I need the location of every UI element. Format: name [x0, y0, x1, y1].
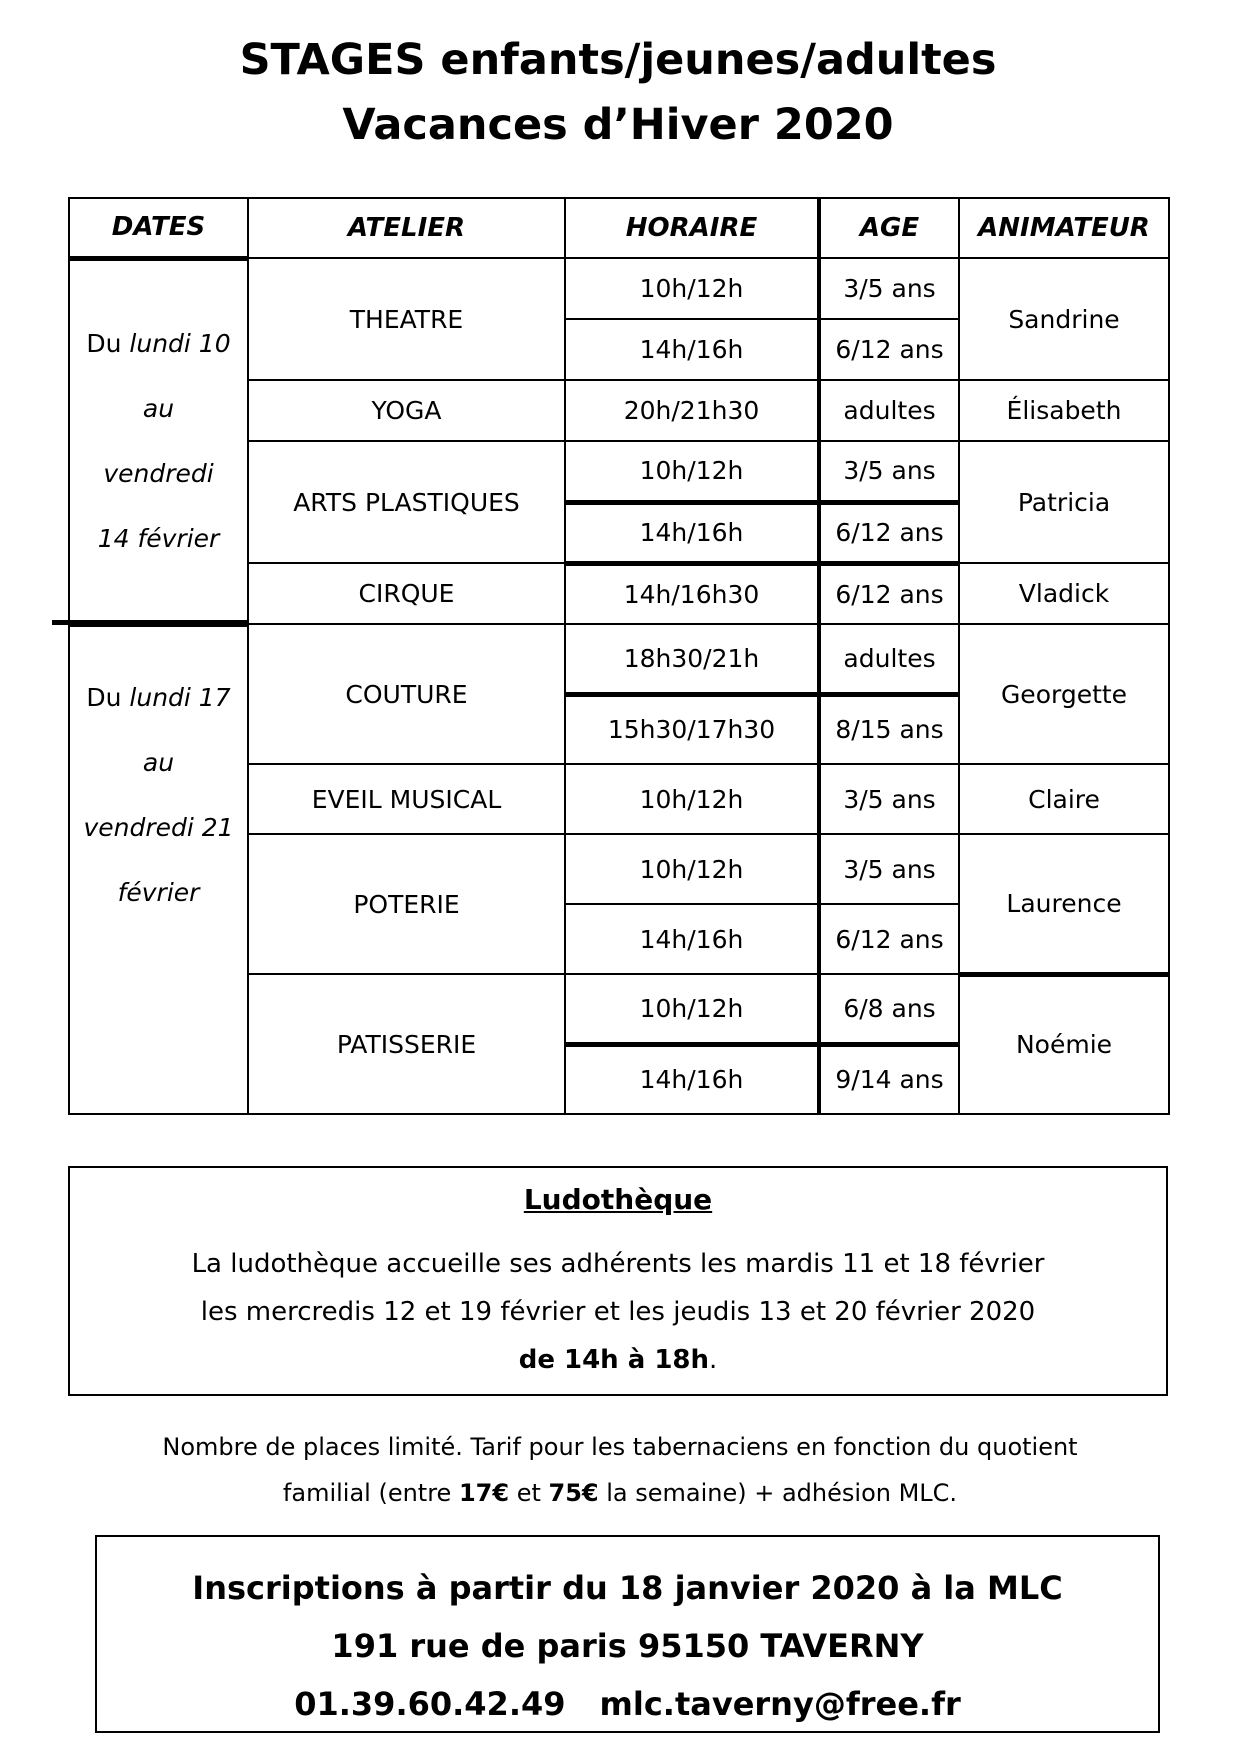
- text-segment: de 14h à 18h: [518, 1345, 710, 1375]
- dates-block-separator-line: [52, 620, 248, 625]
- text-segment: 14 février: [97, 524, 220, 553]
- cell-age: 3/5 ans: [819, 834, 959, 904]
- text-segment: 17€: [458, 1479, 510, 1507]
- cell-age: 3/5 ans: [819, 258, 959, 319]
- cell-age: 6/12 ans: [819, 319, 959, 380]
- cell-horaire: 14h/16h: [565, 1044, 819, 1114]
- text-segment: 75€: [548, 1479, 599, 1507]
- cell-animateur: Claire: [959, 764, 1169, 834]
- page-title-line2: Vacances d’Hiver 2020: [342, 100, 894, 150]
- text-segment: au: [142, 747, 175, 777]
- ludotheque-text: [70, 1240, 1166, 1384]
- dates-line: [70, 665, 247, 730]
- text-segment: vendredi 21: [83, 812, 234, 842]
- cell-animateur: Noémie: [959, 974, 1169, 1114]
- cell-horaire: 10h/12h: [565, 764, 819, 834]
- text-segment: .: [709, 1345, 718, 1375]
- phone-number: 01.39.60.42.49: [294, 1685, 566, 1723]
- text-segment: vendredi: [103, 459, 214, 488]
- cell-atelier: COUTURE: [248, 624, 565, 764]
- column-header-atelier: ATELIER: [248, 198, 565, 258]
- cell-horaire: 14h/16h: [565, 904, 819, 974]
- cell-horaire: 14h/16h: [565, 319, 819, 380]
- table-row: [69, 258, 1169, 319]
- cell-age: 3/5 ans: [819, 441, 959, 502]
- dates-line: [70, 860, 247, 925]
- text-segment: au: [142, 394, 175, 423]
- cell-animateur: Laurence: [959, 834, 1169, 974]
- cell-horaire: 20h/21h30: [565, 380, 819, 441]
- cell-horaire: 15h30/17h30: [565, 694, 819, 764]
- cell-horaire: 14h/16h: [565, 502, 819, 563]
- text-segment: lundi 10: [129, 329, 231, 358]
- cell-horaire: 18h30/21h: [565, 624, 819, 694]
- page-title-line1: STAGES enfants/jeunes/adultes: [239, 35, 997, 85]
- cell-animateur: Élisabeth: [959, 380, 1169, 441]
- stages-table: [68, 197, 1170, 1115]
- cell-atelier: THEATRE: [248, 258, 565, 380]
- ludotheque-line: [70, 1336, 1166, 1384]
- ludotheque-line: [70, 1288, 1166, 1336]
- cell-animateur: Sandrine: [959, 258, 1169, 380]
- cell-age: 6/12 ans: [819, 502, 959, 563]
- cell-atelier: YOGA: [248, 380, 565, 441]
- cell-atelier: POTERIE: [248, 834, 565, 974]
- cell-animateur: Patricia: [959, 441, 1169, 563]
- ludotheque-box: [68, 1166, 1168, 1396]
- cell-atelier: CIRQUE: [248, 563, 565, 624]
- text-segment: la semaine) + adhésion MLC.: [598, 1479, 958, 1507]
- cell-animateur: Vladick: [959, 563, 1169, 624]
- inscriptions-box: [95, 1535, 1160, 1733]
- cell-age: 8/15 ans: [819, 694, 959, 764]
- dates-text: [70, 627, 247, 925]
- dates-line: [70, 441, 247, 506]
- table-row: [69, 624, 1169, 694]
- cell-atelier: EVEIL MUSICAL: [248, 764, 565, 834]
- cell-age: 6/12 ans: [819, 904, 959, 974]
- cell-age: 3/5 ans: [819, 764, 959, 834]
- cell-age: 9/14 ans: [819, 1044, 959, 1114]
- dates-line: [70, 795, 247, 860]
- cell-dates: [69, 624, 248, 1114]
- page-title: [0, 28, 1236, 158]
- cell-atelier: PATISSERIE: [248, 974, 565, 1114]
- pricing-note: [70, 1424, 1170, 1516]
- inscriptions-line2: 191 rue de paris 95150 TAVERNY: [331, 1627, 924, 1665]
- column-header-dates: DATES: [69, 198, 248, 258]
- cell-horaire: 10h/12h: [565, 441, 819, 502]
- column-header-animateur: ANIMATEUR: [959, 198, 1169, 258]
- dates-text: [70, 311, 247, 571]
- cell-atelier: ARTS PLASTIQUES: [248, 441, 565, 563]
- cell-horaire: 14h/16h30: [565, 563, 819, 624]
- cell-horaire: 10h/12h: [565, 834, 819, 904]
- text-segment: La ludothèque accueille ses adhérents les mardis 11 et 18 février: [191, 1249, 1045, 1279]
- cell-animateur: Georgette: [959, 624, 1169, 764]
- ludotheque-title: Ludothèque: [523, 1183, 713, 1216]
- column-header-horaire: HORAIRE: [565, 198, 819, 258]
- text-segment: et: [509, 1479, 549, 1507]
- text-segment: familial (entre: [282, 1479, 459, 1507]
- column-header-age: AGE: [819, 198, 959, 258]
- note-line: [70, 1470, 1170, 1516]
- text-segment: Du: [86, 682, 130, 712]
- cell-dates: [69, 258, 248, 624]
- note-line: [70, 1424, 1170, 1470]
- dates-line: [70, 730, 247, 795]
- text-segment: février: [117, 877, 200, 907]
- table-header-row: [69, 198, 1169, 258]
- text-segment: lundi 17: [129, 682, 231, 712]
- text-segment: les mercredis 12 et 19 février et les jeudis 13 et 20 février 2020: [200, 1297, 1036, 1327]
- text-segment: Du: [86, 329, 130, 358]
- ludotheque-line: [70, 1240, 1166, 1288]
- dates-line: [70, 376, 247, 441]
- cell-age: adultes: [819, 380, 959, 441]
- dates-line: [70, 311, 247, 376]
- cell-horaire: 10h/12h: [565, 258, 819, 319]
- text-segment: Nombre de places limité. Tarif pour les tabernaciens en fonction du quotient: [162, 1433, 1078, 1461]
- inscriptions-contact: [97, 1675, 1158, 1733]
- cell-age: 6/12 ans: [819, 563, 959, 624]
- cell-age: 6/8 ans: [819, 974, 959, 1044]
- email-address: mlc.taverny@free.fr: [599, 1685, 961, 1723]
- dates-line: [70, 506, 247, 571]
- inscriptions-line1: Inscriptions à partir du 18 janvier 2020 à la MLC: [192, 1569, 1063, 1607]
- cell-horaire: 10h/12h: [565, 974, 819, 1044]
- cell-age: adultes: [819, 624, 959, 694]
